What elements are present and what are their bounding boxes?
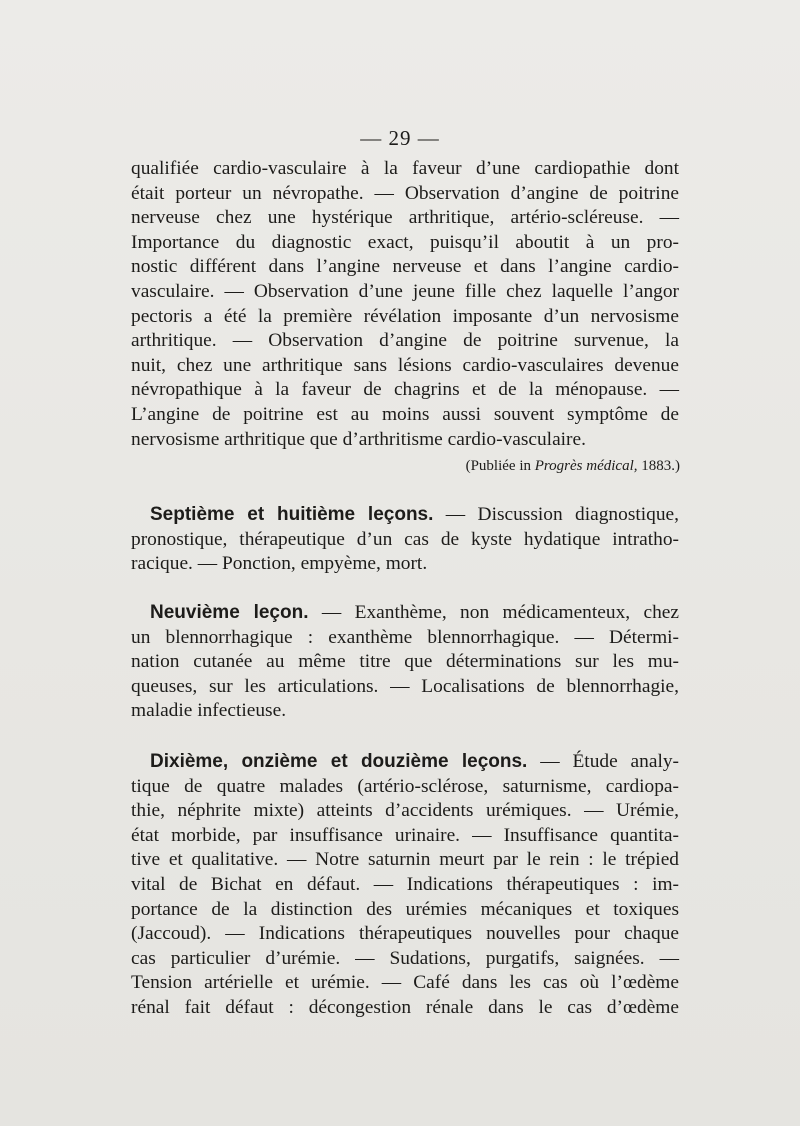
publication-prefix: (Publiée in [465,458,531,474]
publication-note [466,458,680,475]
section-first-line-text: — Étude analy- [527,751,679,772]
text-line: L’angine de poitrine est au moins aussi souvent symptôme de [131,403,679,425]
text-line: Tension artérielle et urémie. — Café dans les cas où l’œdème [131,972,679,994]
section-first-line [131,601,679,626]
text-line: queuses, sur les articulations. — Localisations de blennorrhagie, [131,675,679,697]
text-line: nostic différent dans l’angine nerveuse et dans l’angine cardio- [131,256,679,278]
publication-journal: Progrès médical, [534,458,638,474]
text-line: état morbide, par insuffisance urinaire. — Insuffisance quantita- [131,824,679,846]
text-line: nation cutanée au même titre que déterminations sur les mu- [131,651,679,673]
text-line: vital de Bichat en défaut. — Indications thérapeutiques : im- [131,873,679,895]
text-line: un blennorrhagique : exanthème blennorrhagique. — Détermi- [131,626,679,648]
text-line: cas particulier d’urémie. — Sudations, purgatifs, saignées. — [131,947,679,969]
text-line: thie, néphrite mixte) atteints d’accidents urémiques. — Urémie, [131,800,679,822]
text-line: était porteur un névropathe. — Observation d’angine de poitrine [131,182,679,204]
text-line: portance de la distinction des urémies mécaniques et toxiques [131,898,679,920]
text-line: tique de quatre malades (artério-sclérose, saturnisme, cardiopa- [131,775,679,797]
text-line: névropathique à la faveur de chagrins et de la ménopause. — [131,379,679,401]
text-line: rénal fait défaut : décongestion rénale dans le cas d’œdème [131,996,679,1018]
publication-year: 1883.) [641,458,680,474]
section-lessons-10-12 [131,750,679,1021]
text-line: nerveuse chez une hystérique arthritique, artério-scléreuse. — [131,207,679,229]
section-first-line [131,503,679,528]
text-line: tive et qualitative. — Notre saturnin meurt par le rein : le trépied [131,849,679,871]
section-heading: Dixième, onzième et douzième leçons. [150,751,528,772]
text-line: pronostique, thérapeutique d’un cas de kyste hydatique intratho- [131,528,679,550]
text-line: qualifiée cardio-vasculaire à la faveur d’une cardiopathie dont [131,158,679,179]
text-line: vasculaire. — Observation d’une jeune fille chez laquelle l’angor [131,280,679,302]
section-heading: Septième et huitième leçons. [150,504,434,525]
text-line: Importance du diagnostic exact, puisqu’il aboutit à un pro- [131,231,679,253]
section-lessons-7-8 [131,503,679,577]
intro-paragraph [131,157,679,452]
text-line: (Jaccoud). — Indications thérapeutiques nouvelles pour chaque [131,923,679,945]
text-line: racique. — Ponction, empyème, mort. [131,553,428,575]
text-line: pectoris a été la première révélation imposante d’un nervosisme [131,305,679,327]
section-lesson-9 [131,601,679,724]
text-line: nervosisme arthritique que d’arthritisme cardio-vasculaire. [131,428,586,450]
text-line: arthritique. — Observation d’angine de poitrine survenue, la [131,330,679,352]
section-heading: Neuvième leçon. [150,602,309,623]
section-first-line [131,750,679,775]
section-first-line-text: — Discussion diagnostique, [433,504,679,525]
text-line: maladie infectieuse. [131,700,287,722]
text-line: nuit, chez une arthritique sans lésions cardio-vasculaires devenue [131,354,679,376]
section-first-line-text: — Exanthème, non médicamenteux, chez [308,602,680,623]
page-number: — 29 — [360,126,440,150]
